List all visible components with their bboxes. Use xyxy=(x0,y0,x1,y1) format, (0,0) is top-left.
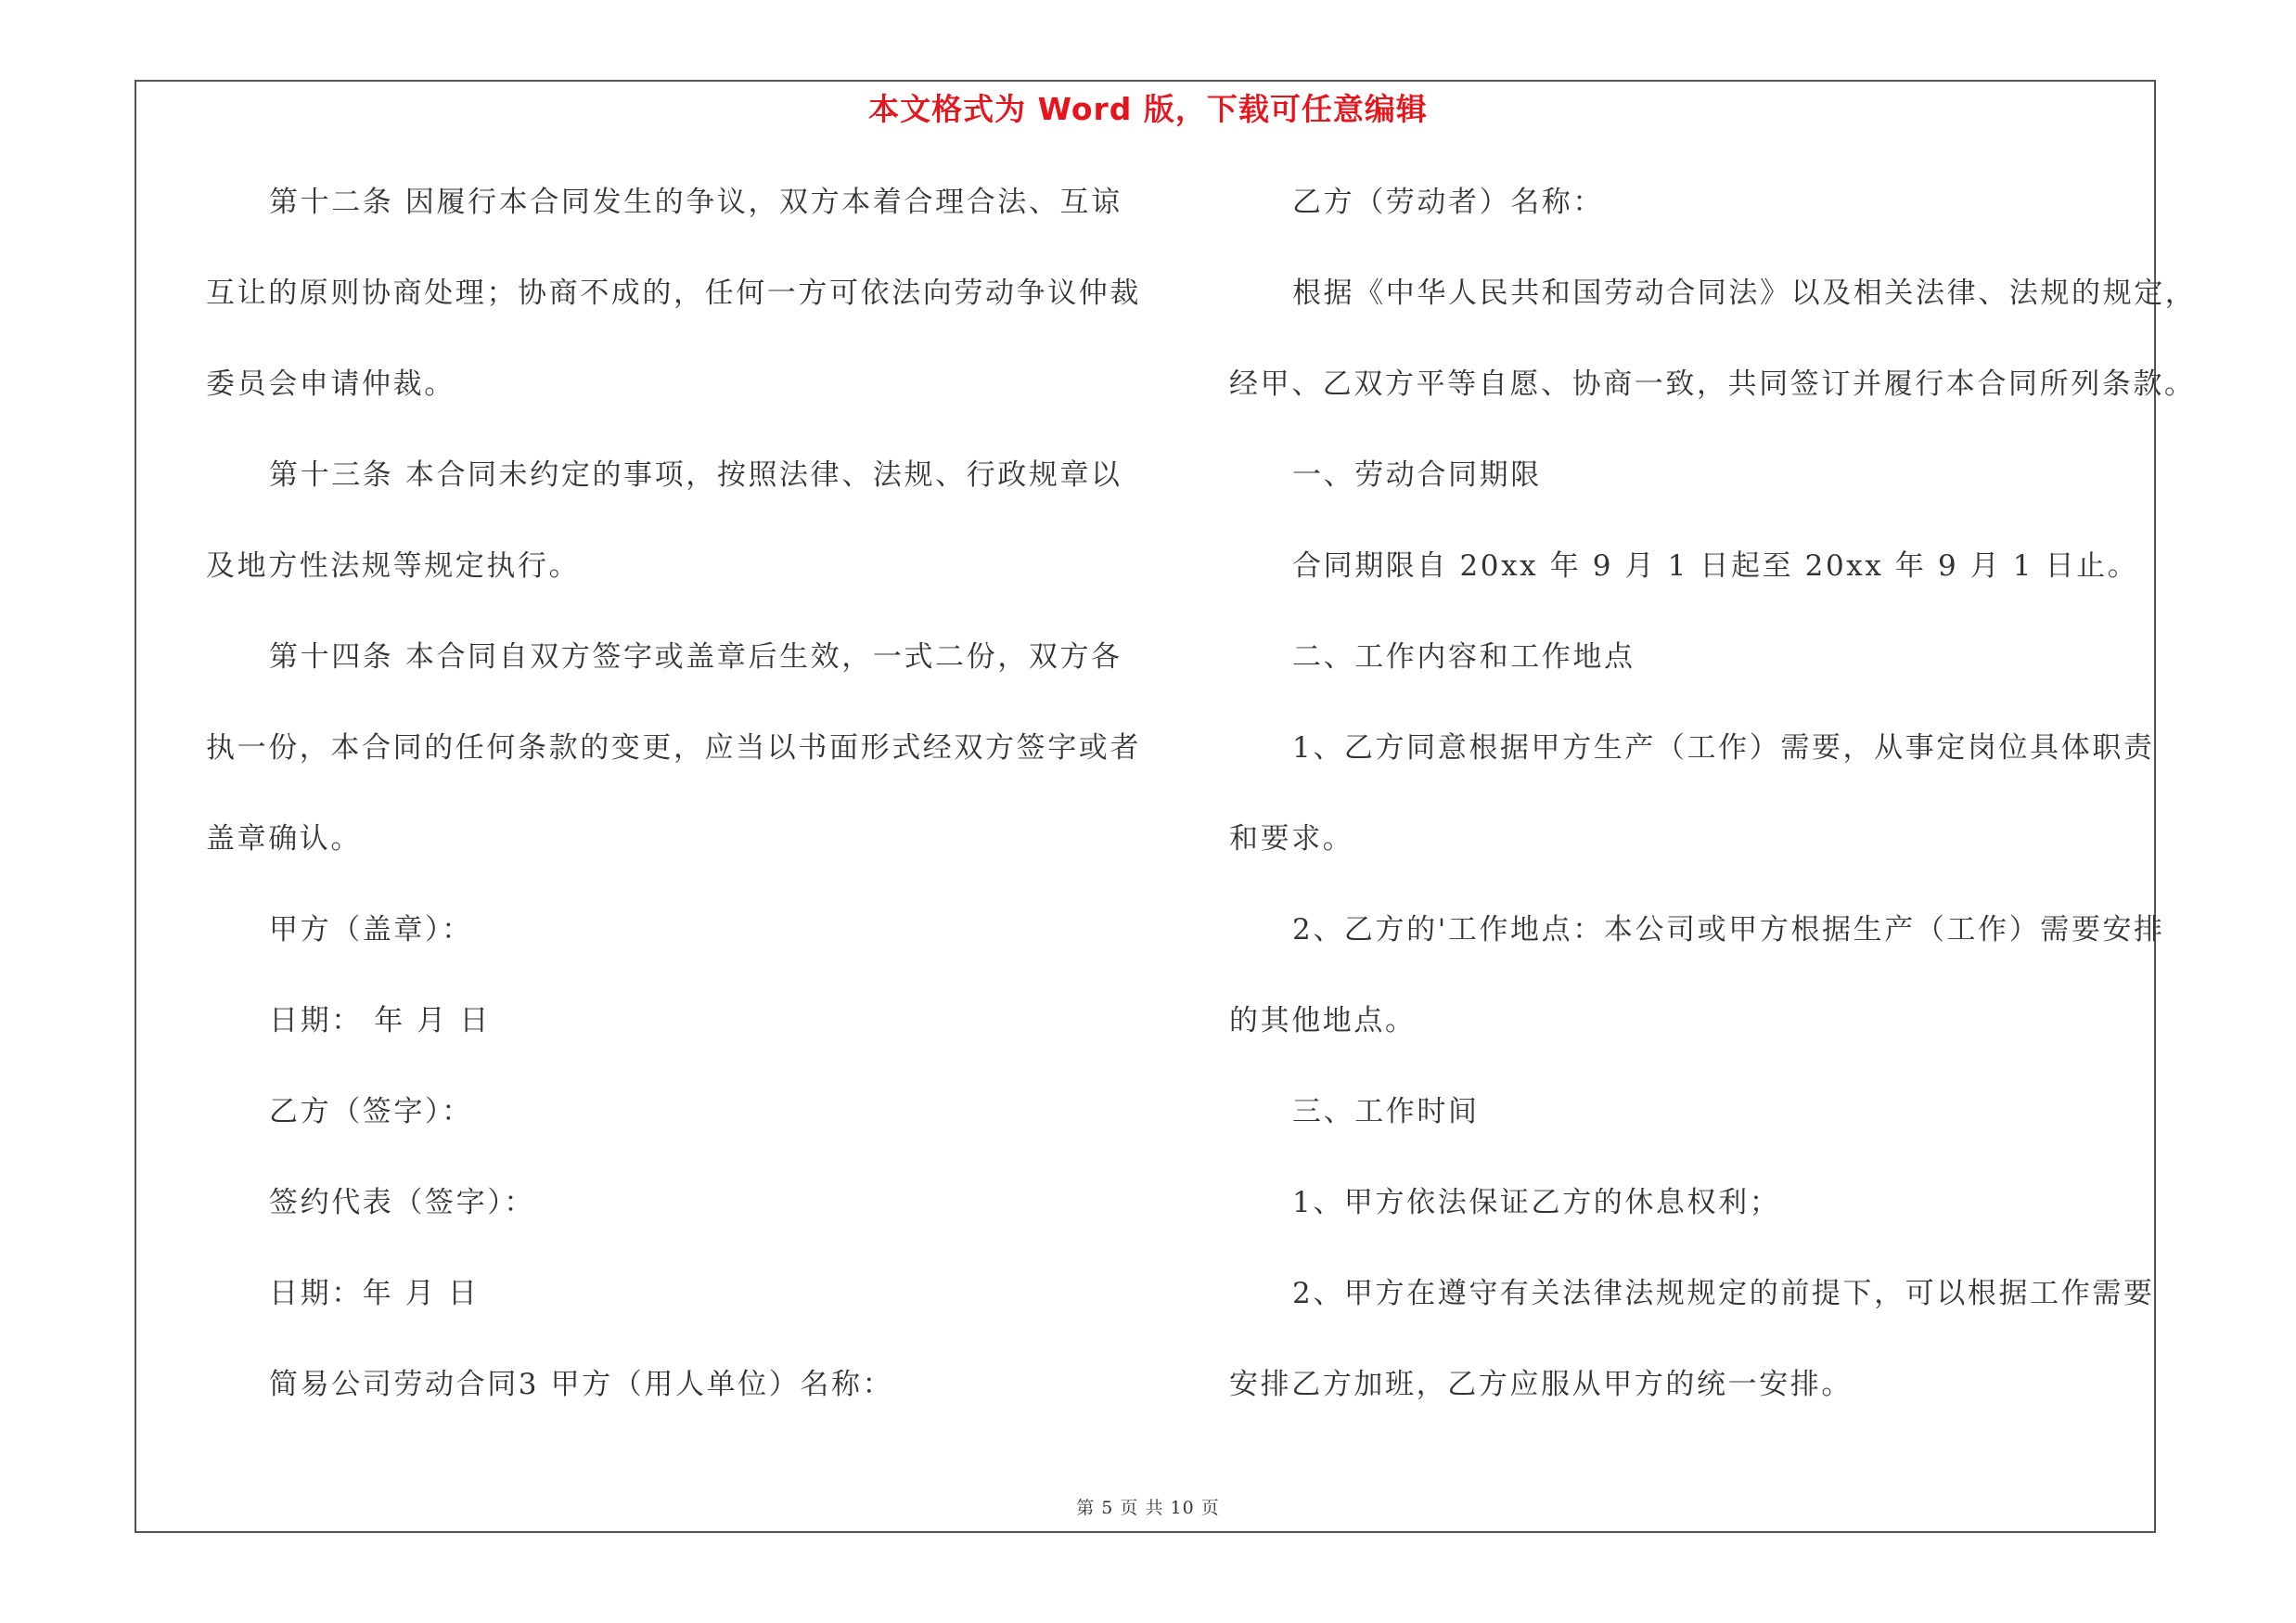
paragraph-line: 的其他地点。 xyxy=(1229,1004,1417,1037)
paragraph-line: 合同期限自 20xx 年 9 月 1 日起至 20xx 年 9 月 1 日止。 xyxy=(1292,549,2139,583)
section-heading: 一、劳动合同期限 xyxy=(1292,458,1542,492)
section-heading: 二、工作内容和工作地点 xyxy=(1292,640,1635,674)
party-a-seal-label: 甲方（盖章）： xyxy=(269,913,473,947)
paragraph-line: 第十二条 因履行本合同发生的争议，双方本着合理合法、互谅 xyxy=(269,186,1122,219)
paragraph-line: 2、甲方在遵守有关法律法规规定的前提下，可以根据工作需要 xyxy=(1292,1277,2155,1310)
paragraph-line: 1、乙方同意根据甲方生产（工作）需要，从事定岗位具体职责 xyxy=(1292,731,2155,765)
paragraph-line: 及地方性法规等规定执行。 xyxy=(206,549,581,583)
paragraph-line: 2、乙方的'工作地点：本公司或甲方根据生产（工作）需要安排 xyxy=(1292,913,2165,947)
paragraph-line: 安排乙方加班，乙方应服从甲方的统一安排。 xyxy=(1229,1368,1853,1401)
contract-title-line: 简易公司劳动合同3 甲方（用人单位）名称： xyxy=(269,1368,894,1401)
date-label: 日期： 年 月 日 xyxy=(269,1004,491,1037)
paragraph-line: 1、甲方依法保证乙方的休息权利； xyxy=(1292,1186,1781,1219)
page-number: 第 5 页 共 10 页 xyxy=(1076,1498,1220,1518)
format-banner: 本文格式为 Word 版，下载可任意编辑 xyxy=(868,91,1428,127)
representative-signature-label: 签约代表（签字）： xyxy=(269,1186,535,1219)
party-b-signature-label: 乙方（签字）： xyxy=(269,1095,473,1128)
paragraph-line: 和要求。 xyxy=(1229,822,1354,856)
paragraph-line: 互让的原则协商处理；协商不成的，任何一方可依法向劳动争议仲裁 xyxy=(206,277,1141,310)
paragraph-line: 根据《中华人民共和国劳动合同法》以及相关法律、法规的规定， xyxy=(1292,277,2197,310)
paragraph-line: 第十四条 本合同自双方签字或盖章后生效，一式二份，双方各 xyxy=(269,640,1122,674)
paragraph-line: 经甲、乙双方平等自愿、协商一致，共同签订并履行本合同所列条款。 xyxy=(1229,367,2196,401)
paragraph-line: 盖章确认。 xyxy=(206,822,362,856)
section-heading: 三、工作时间 xyxy=(1292,1095,1480,1128)
paragraph-line: 委员会申请仲裁。 xyxy=(206,367,455,401)
paragraph-line: 执一份，本合同的任何条款的变更，应当以书面形式经双方签字或者 xyxy=(206,731,1141,765)
date-label: 日期：年 月 日 xyxy=(269,1277,480,1310)
paragraph-line: 第十三条 本合同未约定的事项，按照法律、法规、行政规章以 xyxy=(269,458,1122,492)
party-b-name-label: 乙方（劳动者）名称： xyxy=(1292,186,1604,219)
